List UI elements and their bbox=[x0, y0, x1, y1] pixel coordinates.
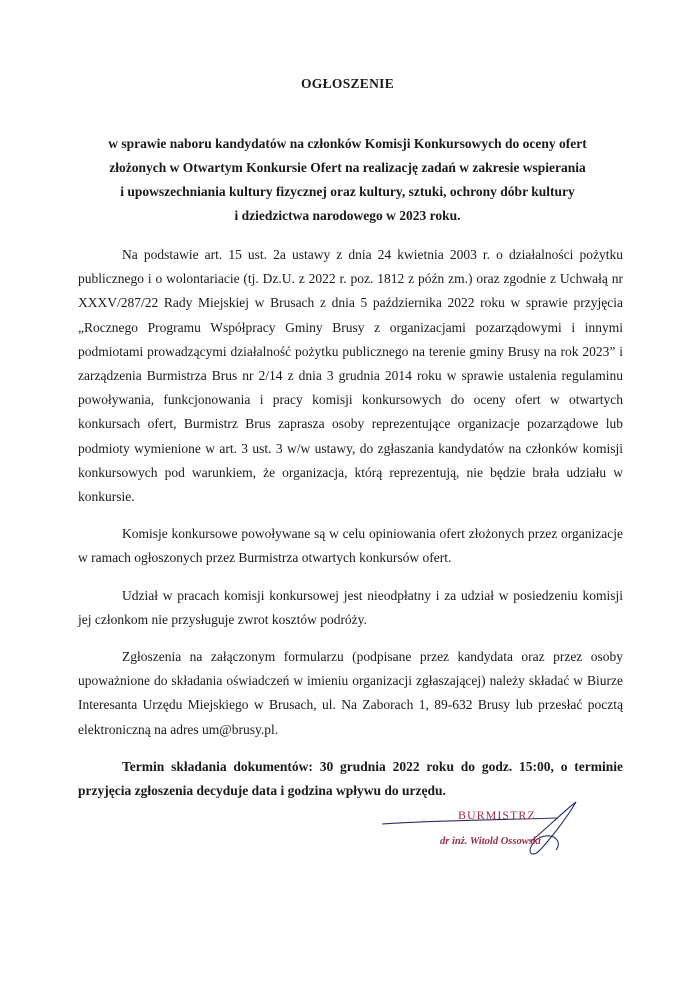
signature-name: dr inż. Witold Ossowski bbox=[440, 836, 541, 847]
signature-stamp bbox=[380, 800, 580, 860]
paragraph-submission: Zgłoszenia na załączonym formularzu (podpisane przez kandydata oraz przez osoby upoważnione do składania oświadczeń w imieniu organizacji zgłaszającej) należy składać w Biurze Interesanta Urzędu Miejskiego w Brusach, ul. Na Zaborach 1, 89-632 Brusy lub przesłać pocztą elektroniczną na adres um@brusy.pl. bbox=[78, 649, 623, 737]
subject-line: w sprawie naboru kandydatów na członków Komisji Konkursowych do oceny ofert bbox=[108, 136, 587, 151]
document-title: OGŁOSZENIE bbox=[300, 76, 395, 91]
paragraph-legal-basis: Na podstawie art. 15 ust. 2a ustawy z dnia 24 kwietnia 2003 r. o działalności pożytku publicznego i o wolontariacie (tj. Dz.U. z 2022 r. poz. 1812 z późn zm.) oraz zgodnie z Uchwałą nr XXXV/287/22 Rady Miejskiej w Brusach z dnia 5 października 2022 roku w sprawie przyjęcia „Rocznego Programu Współpracy Gminy Brusy z organizacjami pozarządowymi i innymi podmiotami prowadzącymi działalność pożytku publicznego na terenie gminy Brusy na rok 2023” i zarządzenia Burmistrza Brus nr 2/14 z dnia 3 grudnia 2014 roku w sprawie ustalenia regulaminu powoływania, funkcjonowania i pracy komisji konkursowych do oceny ofert w otwartych konkursach ofert, Burmistrz Brus zaprasza osoby reprezentujące organizacje pozarządowe lub podmioty wymienione w art. 3 ust. 3 w/w ustawy, do zgłaszania kandydatów na członków komisji konkursowych pod warunkiem, że organizacja, którą reprezentują, nie będzie brała udziału w konkursie. bbox=[78, 247, 623, 505]
paragraph-purpose: Komisje konkursowe powoływane są w celu opiniowania ofert złożonych przez organizacje w ramach ogłoszonych przez Burmistrza otwartych konkursów ofert. bbox=[78, 526, 623, 566]
paragraph-unpaid: Udział w pracach komisji konkursowej jest nieodpłatny i za udział w posiedzeniu komisji jej członkom nie przysługuje zwrot kosztów podróży. bbox=[78, 587, 623, 627]
paragraph-deadline: Termin składania dokumentów: 30 grudnia 2022 roku do godz. 15:00, o terminie przyjęcia zgłoszenia decyduje data i godzina wpływu do urzędu. bbox=[78, 758, 623, 799]
signature-role: BURMISTRZ bbox=[458, 808, 536, 822]
document-body bbox=[78, 243, 623, 816]
subject-line: i upowszechniania kultury fizycznej oraz kultury, sztuki, ochrony dóbr kultury bbox=[120, 184, 575, 199]
document-subject bbox=[70, 132, 625, 228]
subject-line: i dziedzictwa narodowego w 2023 roku. bbox=[234, 208, 461, 223]
subject-line: złożonych w Otwartym Konkursie Ofert na realizację zadań w zakresie wspierania bbox=[109, 160, 586, 175]
